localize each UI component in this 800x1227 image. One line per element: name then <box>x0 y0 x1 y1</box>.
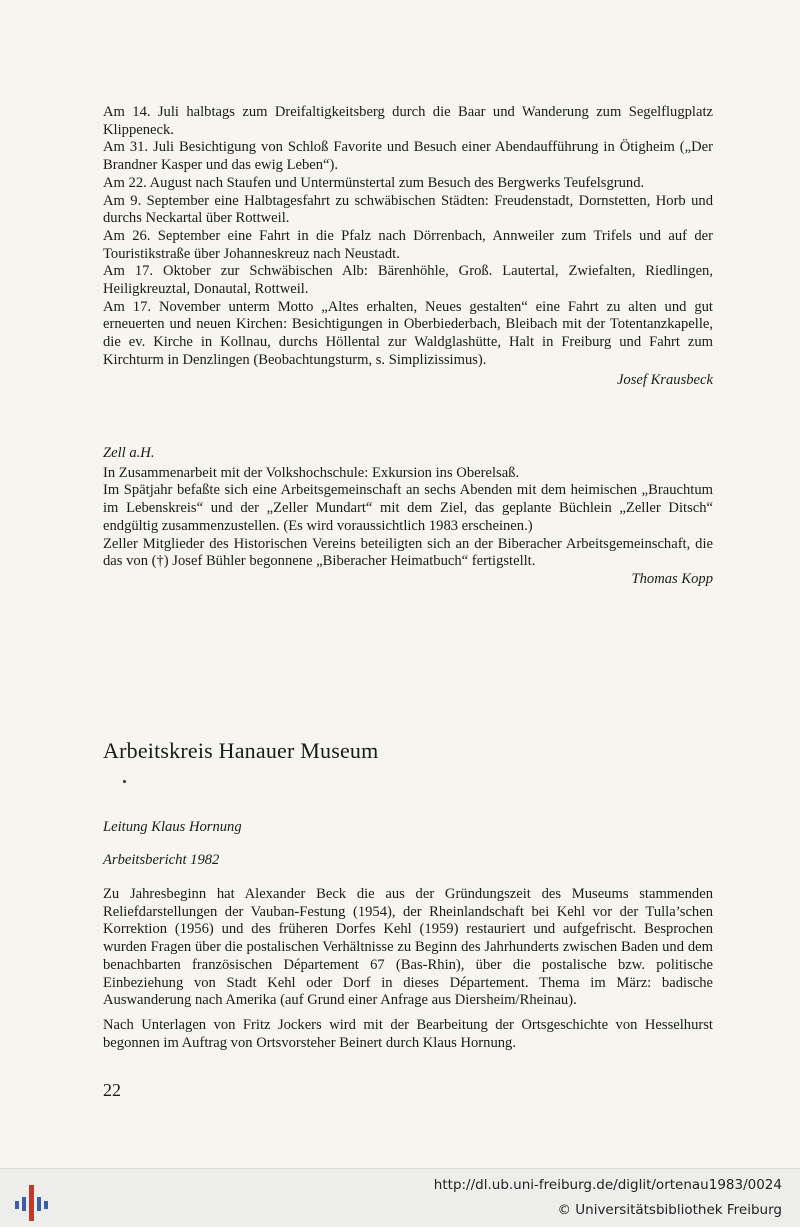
paragraph: Im Spätjahr befaßte sich eine Arbeitsgemeinschaft an sechs Abenden mit dem heimischen „Brauchtum im Lebenskreis“ und der „Zeller Mundart“ mit dem Ziel, das geplante Büchlein „Zeller Ditsch“ endgültig zusammenzustellen. (Es wird voraussichtlich 1983 erscheinen.) <box>103 482 713 534</box>
section-excursions <box>103 104 713 389</box>
place-heading: Zell a.H. <box>103 445 155 461</box>
paragraph: Am 31. Juli Besichtigung von Schloß Favorite und Besuch einer Abendaufführung in Ötigheim („Der Brandner Kasper und das ewig Leben“). <box>103 139 713 174</box>
section-zell <box>103 445 713 589</box>
paragraph: Nach Unterlagen von Fritz Jockers wird mit der Bearbeitung der Ortsgeschichte von Hesselhurst begonnen im Auftrag von Ortsvorsteher Beinert durch Klaus Hornung. <box>103 1016 713 1051</box>
signature: Thomas Kopp <box>631 570 713 587</box>
paragraph: Am 26. September eine Fahrt in die Pfalz nach Dörrenbach, Annweiler zum Trifels und auf der Touristikstraße über Johanneskreuz nach Neustadt. <box>103 227 713 262</box>
signature: Josef Krausbeck <box>616 371 713 388</box>
paragraph: In Zusammenarbeit mit der Volkshochschule: Exkursion ins Oberelsaß. <box>103 464 520 481</box>
paragraph: Am 14. Juli halbtags zum Dreifaltigkeitsberg durch die Baar und Wanderung zum Segelflugplatz Klippeneck. <box>103 104 713 138</box>
copyright-text: © Universitätsbibliothek Freiburg <box>557 1202 782 1218</box>
section-museum-report <box>103 886 713 1052</box>
ub-freiburg-logo-icon[interactable] <box>12 1181 52 1223</box>
page-number: 22 <box>103 1080 121 1100</box>
paragraph: Zu Jahresbeginn hat Alexander Beck die aus der Gründungszeit des Museums stammenden Reliefdarstellungen der Vauban-Festung (1954), der Rheinlandschaft bei Kehl vor der Tulla’schen Korrektion (1956) und des früheren Dorfes Kehl (1959) restauriert und aufgefrischt. Besprochen wurden Fragen über die postalischen Verhältnisse zu Beginn des Jahrhunderts zwischen Baden und dem benachbarten französischen Département 67 (Bas-Rhin), über die postalische bzw. politische Einbeziehung von Stadt Kehl oder Dorf in dieses Département. Thema im März: badische Auswanderung nach Amerika (auf Grund einer Anfrage aus Diersheim/Rheinau). <box>103 886 713 1009</box>
paragraph: Am 17. Oktober zur Schwäbischen Alb: Bärenhöhle, Groß. Lautertal, Zwiefalten, Riedlingen, Heiligkreuztal, Donautal, Rottweil. <box>103 263 713 298</box>
footer-bar <box>0 1168 800 1227</box>
report-title: Arbeitsbericht 1982 <box>103 852 220 868</box>
section-heading: Arbeitskreis Hanauer Museum <box>103 738 379 763</box>
paragraph: Am 9. September eine Halbtagesfahrt zu schwäbischen Städten: Freudenstadt, Dornstetten, Horb und durchs Neckartal über Rottweil. <box>103 192 713 227</box>
paragraph: Am 17. November unterm Motto „Altes erhalten, Neues gestalten“ eine Fahrt zu alten und gut erneuerten und neuen Kirchen: Besichtigungen in Oberbiederbach, Bleibach mit der Totentanzkapelle, die ev. Kirche in Kollnau, durchs Höllental zur Waldglashütte, Halt in Freiburg und Fahrt zum Kirchturm in Denzlingen (Beobachtungsturm, s. Simplizissimus). <box>103 298 713 368</box>
stray-mark <box>123 780 126 783</box>
source-url-link[interactable]: http://dl.ub.uni-freiburg.de/diglit/ortenau1983/0024 <box>433 1177 782 1193</box>
leitung-line: Leitung Klaus Hornung <box>103 819 242 835</box>
paragraph: Am 22. August nach Staufen und Untermünstertal zum Besuch des Bergwerks Teufelsgrund. <box>103 174 645 191</box>
paragraph: Zeller Mitglieder des Historischen Vereins beteiligten sich an der Biberacher Arbeitsgemeinschaft, die das von (†) Josef Bühler begonnene „Biberacher Heimatbuch“ fertigstellt. <box>103 535 713 570</box>
